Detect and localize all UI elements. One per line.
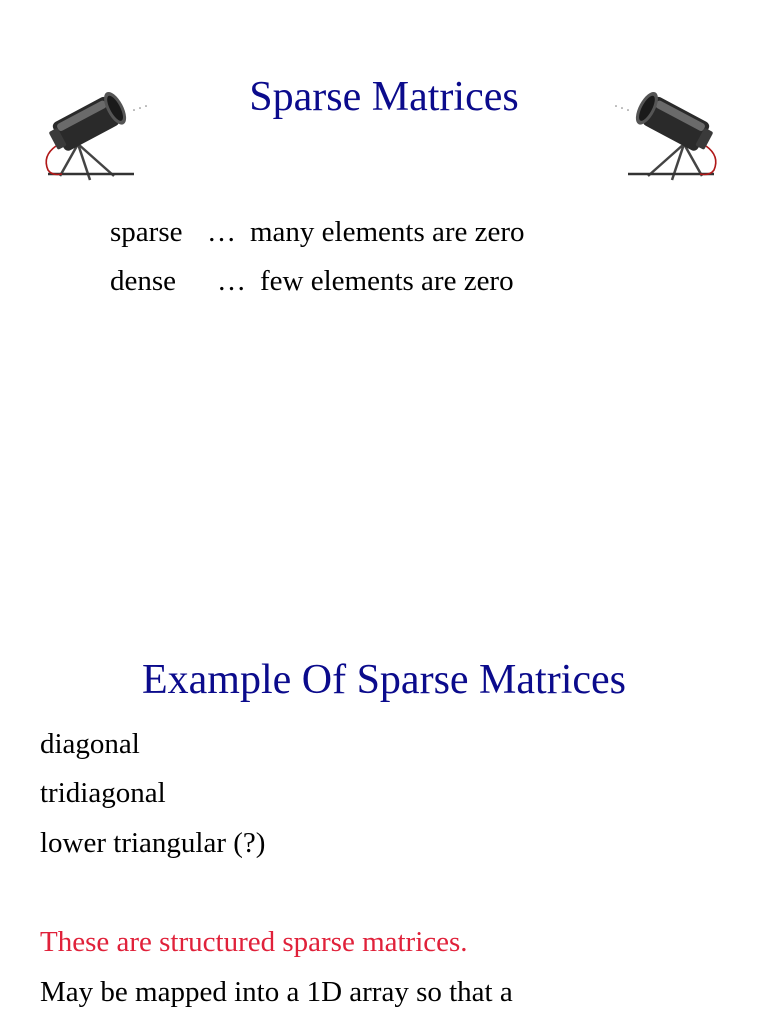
definition-term: dense [110,265,177,297]
body-text: May be mapped into a 1D array so that a [40,976,513,1008]
definition-description: many elements are zero [250,216,525,248]
page-title: Sparse Matrices [249,74,519,120]
definition-separator: … [207,216,236,248]
definition-row-dense [110,263,514,299]
list-item: diagonal [40,728,140,760]
section-title: Example Of Sparse Matrices [141,657,626,703]
highlight-note: These are structured sparse matrices. [40,926,468,958]
definition-separator: … [217,265,246,297]
definition-term: sparse [110,216,183,248]
list-item: tridiagonal [40,777,166,809]
definition-row-sparse [110,214,525,250]
list-item: lower triangular (?) [40,827,266,859]
definition-description: few elements are zero [260,265,514,297]
slide-example-sparse-matrices [0,620,768,1024]
